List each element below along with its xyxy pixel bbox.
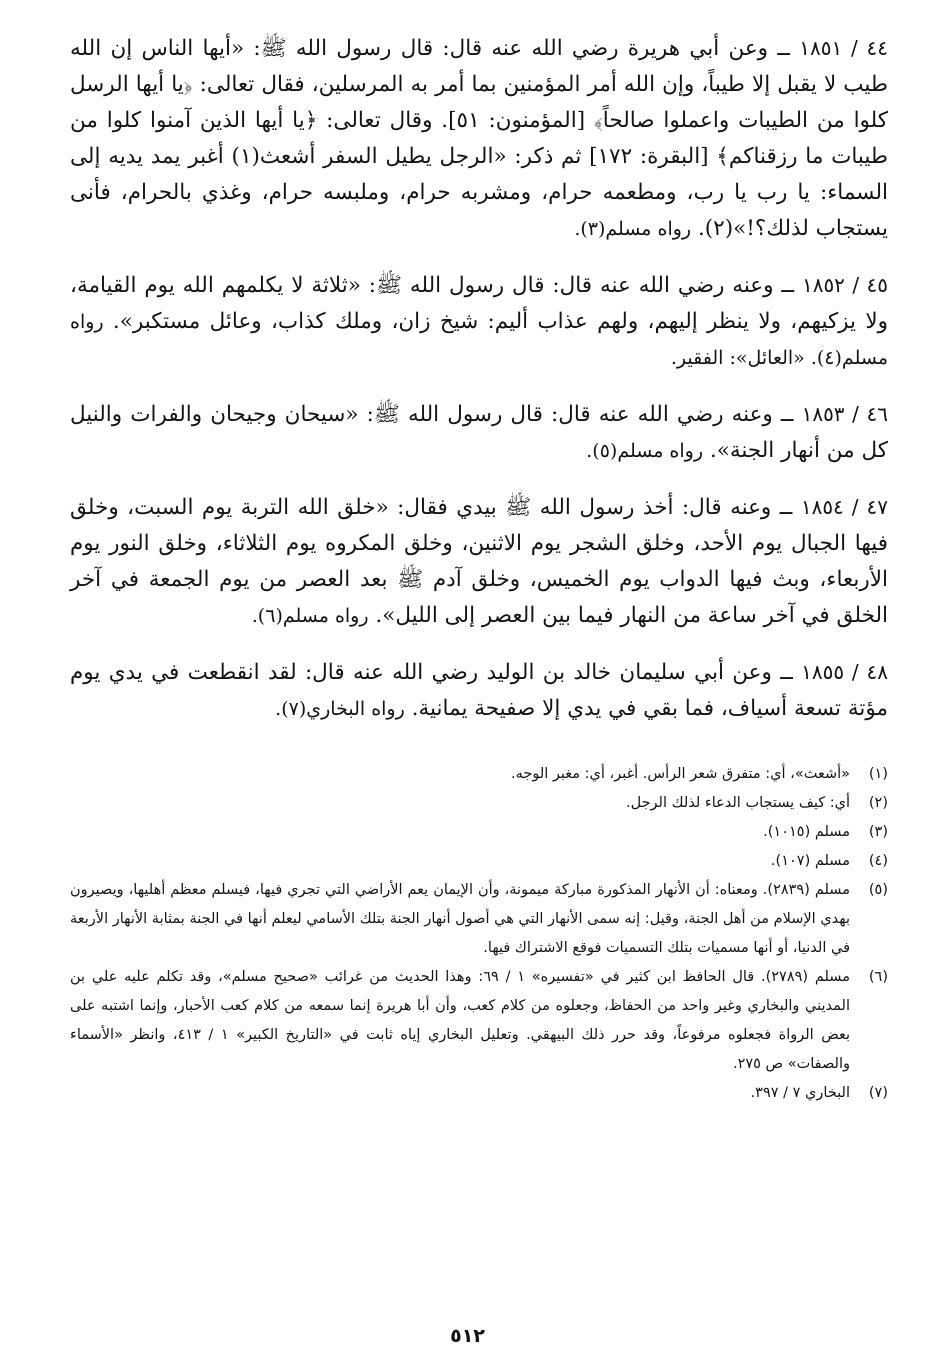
hadith-text: ــ وعنه قال: أخذ رسول الله ﷺ بيدي فقال: «خلق الله التربة يوم السبت، وخلق فيها الجبال يوم الأحد، وخلق الشجر يوم الاثنين، وخلق المكروه يوم الثلاثاء، وخلق النور يوم الأربعاء، وبث فيها الدواب يوم الخميس، وخلق آدم ﷺ بعد العصر من يوم الجمعة في آخر الخلق في آخر ساعة من النهار فيما بين العصر إلى الليل». (70, 495, 888, 628)
hadith-narrator: رواه مسلم(٥). (586, 440, 704, 462)
footnote-1 (70, 760, 888, 789)
page-body (70, 30, 888, 1108)
hadith-1855 (70, 654, 888, 727)
footnote-text: «أشعث»، أي: متفرق شعر الرأس. أغبر، أي: مغبر الوجه. (511, 766, 850, 782)
footnote-3 (70, 818, 888, 847)
footnote-number: (٧) (868, 1085, 888, 1101)
hadith-number: ٤٧ / ١٨٥٤ (800, 495, 888, 519)
hadith-text: ــ وعنه رضي الله عنه قال: قال رسول الله ﷺ: «سيحان وجيحان والفرات والنيل كل من أنهار الجنة». (70, 402, 888, 463)
hadith-1853 (70, 396, 888, 469)
hadith-text: ــ وعنه رضي الله عنه قال: قال رسول الله ﷺ: «ثلاثة لا يكلمهم الله يوم القيامة، ولا يزكيهم، ولا ينظر إليهم، ولهم عذاب أليم: شيخ زان، وملك كذاب، وعائل مستكبر». (70, 273, 888, 334)
footnote-number: (٢) (868, 795, 888, 811)
hadith-1854 (70, 489, 888, 634)
hadith-text: ــ وعن أبي هريرة رضي الله عنه قال: قال رسول الله ﷺ: «أيها الناس إن الله طيب لا يقبل إلا طيباً، وإن الله أمر المؤمنين بما أمر به المرسلين، فقال تعالى: ﴿يا أيها الرسل كلوا من الطيبات واعملوا صالحاً﴾ [المؤمنون: ٥١]. وقال تعالى: ﴿يا أيها الذين آمنوا كلوا من طيبات ما رزقناكم﴾ [البقرة: ١٧٢] ثم ذكر: «الرجل يطيل السفر أشعث(١) أغبر يمد يديه إلى السماء: يا رب يا رب، ومطعمه حرام، ومشربه حرام، وملبسه حرام، وغذي بالحرام، فأنى يستجاب لذلك؟!»(٢). (70, 36, 889, 241)
footnote-number: (٥) (868, 882, 888, 898)
footnotes (70, 760, 888, 1108)
hadith-number: ٤٤ / ١٨٥١ (799, 36, 888, 60)
footnote-text: مسلم (٢٧٨٩). قال الحافظ ابن كثير في «تفسيره» ١ / ٦٩: وهذا الحديث من غرائب «صحيح مسلم»، وقد تكلم عليه علي بن المديني والبخاري وغير واحد من الحفاظ، وجعلوه من كلام كعب، وأن أبا هريرة إنما سمعه من كلام كعب الأحبار، وإنما اشتبه على بعض الرواة فجعلوه مرفوعاً، وقد حرر ذلك البيهقي. وتعليل البخاري إياه ثابت في «التاريخ الكبير» ١ / ٤١٣، وانظر «الأسماء والصفات» ص ٢٧٥. (70, 969, 850, 1072)
hadith-text: ــ وعن أبي سليمان خالد بن الوليد رضي الله عنه قال: لقد انقطعت في يدي يوم مؤتة تسعة أسياف، فما بقي في يدي إلا صفيحة يمانية. (70, 660, 888, 721)
footnote-text: البخاري ٧ / ٣٩٧. (750, 1085, 850, 1101)
hadith-narrator: رواه البخاري(٧). (275, 698, 405, 720)
hadith-narrator: رواه مسلم(٦). (251, 605, 369, 627)
page-number: ٥١٢ (450, 1325, 485, 1347)
hadith-narrator: رواه مسلم(٤). «العائل»: الفقير. (70, 311, 888, 369)
footnote-text: أي: كيف يستجاب الدعاء لذلك الرجل. (626, 795, 850, 811)
footnote-number: (١) (868, 766, 888, 782)
hadith-1851 (70, 30, 888, 247)
footnote-4 (70, 847, 888, 876)
footnote-7 (70, 1079, 888, 1108)
footnote-text: مسلم (١٠٧). (770, 853, 850, 869)
footnote-6 (70, 963, 888, 1079)
footnote-2 (70, 789, 888, 818)
hadith-number: ٤٦ / ١٨٥٣ (801, 402, 888, 426)
hadith-number: ٤٥ / ١٨٥٢ (801, 273, 889, 297)
footnote-text: مسلم (١٠١٥). (763, 824, 850, 840)
footnote-5 (70, 876, 888, 963)
footnote-number: (٤) (868, 853, 888, 869)
footnote-number: (٣) (868, 824, 888, 840)
hadith-number: ٤٨ / ١٨٥٥ (801, 660, 888, 684)
hadith-narrator: رواه مسلم(٣). (574, 218, 692, 240)
hadith-1852 (70, 267, 888, 376)
footnote-number: (٦) (868, 969, 888, 985)
footnote-text: مسلم (٢٨٣٩). ومعناه: أن الأنهار المذكورة مباركة ميمونة، وأن الإيمان يعم الأراضي التي تجري فيها، فيسلم معظم أهليها، ويصيرون بهدي الإسلام من أهل الجنة، وقيل: إنه سمى الأنهار التي هي أصول أنهار الجنة بتلك الأسامي ليعلم أنها في الجنة بمثابة الأنهار الأربعة في الدنيا، أو أنها مسميات بتلك التسميات فوقع الاشتراك فيها. (70, 882, 851, 956)
